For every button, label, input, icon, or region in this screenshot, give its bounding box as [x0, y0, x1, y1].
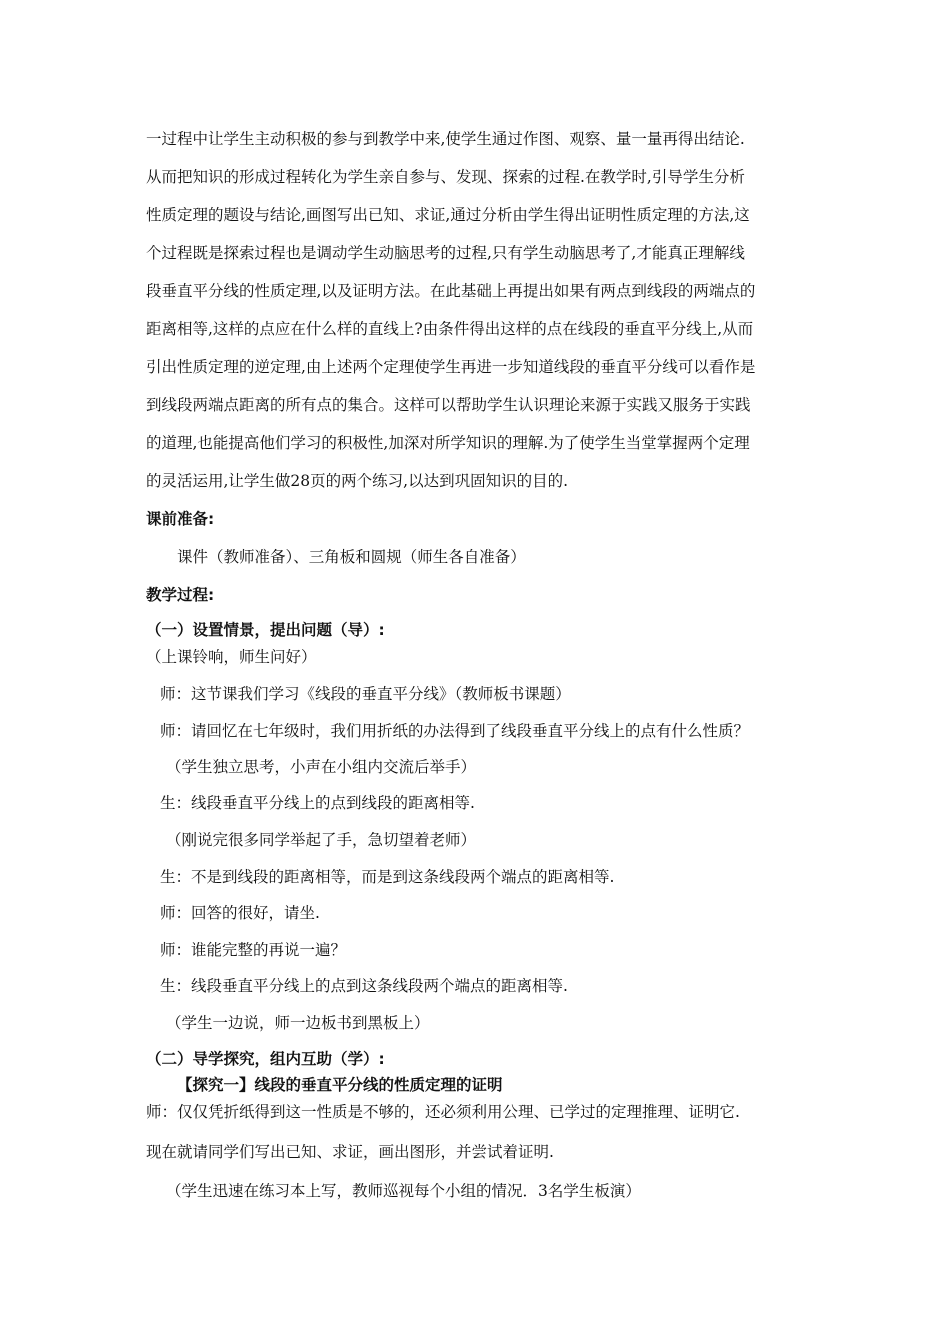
section2-line: 师：仅仅凭折纸得到这一性质是不够的，还必须利用公理、已学过的定理推理、证明它. — [146, 1103, 740, 1121]
section1-line: 师：回答的很好，请坐. — [160, 904, 320, 922]
intro-line: 一过程中让学生主动积极的参与到教学中来,使学生通过作图、观察、量一量再得出结论. — [146, 130, 745, 148]
section2-line: （学生迅速在练习本上写，教师巡视每个小组的情况．3名学生板演） — [166, 1182, 641, 1200]
section1-line: 生：线段垂直平分线上的点到线段的距离相等. — [160, 794, 475, 812]
section1-line: 生：线段垂直平分线上的点到这条线段两个端点的距离相等. — [160, 977, 568, 995]
process-heading: 教学过程: — [146, 586, 215, 604]
intro-line: 段垂直平分线的性质定理,以及证明方法。在此基础上再提出如果有两点到线段的两端点的 — [146, 282, 756, 300]
intro-line: 性质定理的题设与结论,画图写出已知、求证,通过分析由学生得出证明性质定理的方法,这 — [146, 206, 750, 224]
section1-line: （学生一边说，师一边板书到黑板上） — [166, 1014, 430, 1032]
section1-line: （学生独立思考，小声在小组内交流后举手） — [166, 758, 477, 776]
section1-line: 生：不是到线段的距离相等，而是到这条线段两个端点的距离相等. — [160, 868, 615, 886]
intro-line: 引出性质定理的逆定理,由上述两个定理使学生再进一步知道线段的垂直平分线可以看作是 — [146, 358, 756, 376]
section1-line: 师：谁能完整的再说一遍？ — [160, 941, 347, 959]
explore1-heading: 【探究一】线段的垂直平分线的性质定理的证明 — [177, 1076, 503, 1094]
section2-line: 现在就请同学们写出已知、求证，画出图形，并尝试着证明. — [146, 1143, 554, 1161]
intro-line: 从而把知识的形成过程转化为学生亲自参与、发现、探索的过程.在教学时,引导学生分析 — [146, 168, 745, 186]
section1-line: （刚说完很多同学举起了手，急切望着老师） — [166, 831, 477, 849]
prep-text: 课件（教师准备）、三角板和圆规（师生各自准备） — [177, 548, 526, 566]
intro-line: 距离相等,这样的点应在什么样的直线上?由条件得出这样的点在线段的垂直平分线上,从而 — [146, 320, 754, 338]
section2-heading: （二）导学探究，组内互助（学）: — [146, 1050, 385, 1068]
intro-line: 到线段两端点距离的所有点的集合。这样可以帮助学生认识理论来源于实践又服务于实践 — [146, 396, 751, 414]
intro-line: 的道理,也能提高他们学习的积极性,加深对所学知识的理解.为了使学生当堂掌握两个定理 — [146, 434, 750, 452]
intro-line: 个过程既是探索过程也是调动学生动脑思考的过程,只有学生动脑思考了,才能真正理解线 — [146, 244, 745, 262]
section1-heading: （一）设置情景，提出问题（导）: — [146, 621, 385, 639]
prep-heading: 课前准备: — [146, 510, 215, 528]
intro-line: 的灵活运用,让学生做28页的两个练习,以达到巩固知识的目的. — [146, 472, 569, 490]
section1-line: 师：这节课我们学习《线段的垂直平分线》（教师板书课题） — [160, 685, 571, 703]
section1-line: 师：请回忆在七年级时，我们用折纸的办法得到了线段垂直平分线上的点有什么性质？ — [160, 722, 750, 740]
section1-line: （上课铃响，师生问好） — [146, 648, 317, 666]
